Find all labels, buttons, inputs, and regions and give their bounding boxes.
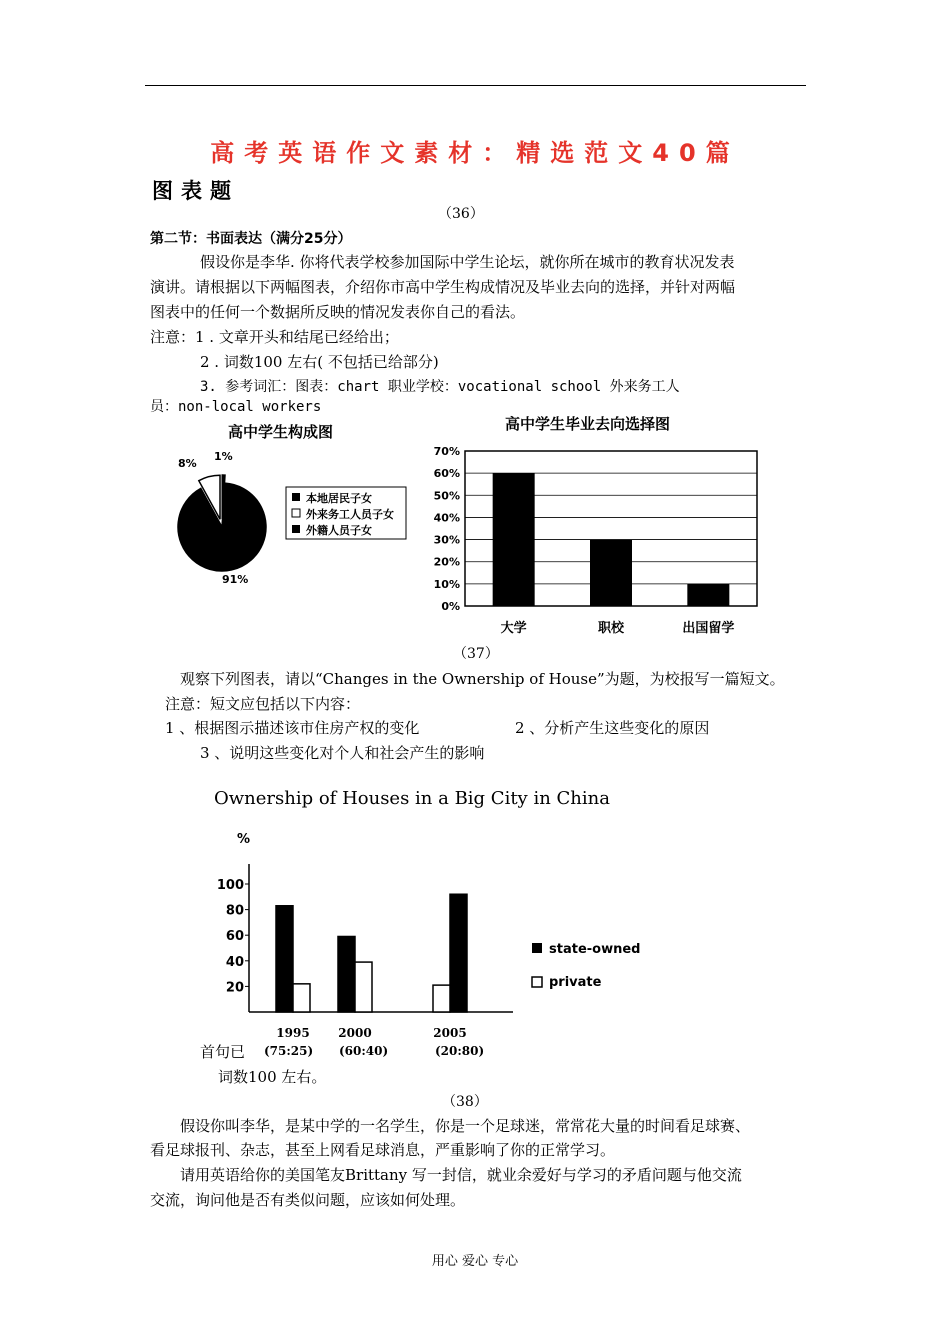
q37-item1: 1 、根据图示描述该市住房产权的变化 xyxy=(165,719,420,737)
legend-state-owned: state-owned xyxy=(549,942,641,957)
q37-para1: 观察下列图表，请以“Changes in the Ownership of House”为题，为校报写一篇短文。 xyxy=(180,670,785,688)
bar2-ylabel: % xyxy=(237,832,251,847)
bar2-bar-private xyxy=(355,962,372,1012)
q37-item3: 3 、说明这些变化对个人和社会产生的影响 xyxy=(200,744,485,762)
legend-swatch-local xyxy=(292,493,300,501)
bar2-xtick: 2005 xyxy=(433,1026,467,1040)
section-title: 图表题 xyxy=(152,179,239,203)
ratio-2005: (20:80) xyxy=(435,1044,485,1058)
bar2-bar-state-owned xyxy=(276,906,293,1012)
q36-note2: 2 . 词数100 左右( 不包括已给部分) xyxy=(200,353,439,371)
bar2-ytick: 80 xyxy=(225,903,244,919)
q38-para3: 请用英语给你的美国笔友Brittany 写一封信，就业余爱好与学习的矛盾问题与他交流 xyxy=(180,1166,742,1184)
bar-chart-graduation xyxy=(425,410,770,640)
ratio-1995: (75:25) xyxy=(264,1044,314,1058)
q38-para1: 假设你叫李华，是某中学的一名学生，你是一个足球迷，常常花大量的时间看足球赛、 xyxy=(180,1117,751,1135)
q37-item2: 2 、分析产生这些变化的原因 xyxy=(515,719,710,737)
bar1-ytick: 70% xyxy=(433,445,460,458)
q36-para3: 图表中的任何一个数据所反映的情况发表你自己的看法。 xyxy=(150,303,526,321)
bar2-bar-private xyxy=(293,984,310,1012)
bar1-bar xyxy=(590,540,632,606)
pie-label-91: 91% xyxy=(222,573,249,586)
question-number-38: （38） xyxy=(442,1094,488,1110)
bar1-xtick: 大学 xyxy=(500,621,527,636)
bar-chart-ownership xyxy=(205,780,655,1065)
bar1-title: 高中学生毕业去向选择图 xyxy=(505,415,671,433)
legend-swatch-state-owned xyxy=(532,943,542,953)
bar2-bar-private xyxy=(433,985,450,1012)
bar1-xtick: 职校 xyxy=(597,621,625,636)
bar1-ytick: 40% xyxy=(433,511,460,525)
legend-private: private xyxy=(549,975,602,990)
bar1-ytick: 30% xyxy=(433,533,460,547)
q36-note1: 注意：1 . 文章开头和结尾已经给出； xyxy=(150,328,399,346)
page-footer: 用心 爱心 专心 xyxy=(431,1254,519,1269)
header-rule xyxy=(145,85,806,86)
ratio-2000: (60:40) xyxy=(339,1044,389,1058)
bar1-ytick: 20% xyxy=(433,555,460,569)
q38-para4: 交流，询问他是否有类似问题，应该如何处理。 xyxy=(150,1191,466,1209)
bar1-ytick: 50% xyxy=(433,489,460,503)
q37-first-sentence: 首句已 xyxy=(200,1043,246,1061)
pie-chart xyxy=(160,415,420,615)
question-number-37: （37） xyxy=(453,646,499,662)
bar2-xtick: 1995 xyxy=(276,1026,310,1040)
q36-note3a: 3. 参考词汇：图表：chart 职业学校：vocational school 外来务工人 xyxy=(200,379,680,395)
bar2-bar-state-owned xyxy=(338,936,355,1012)
bar2-ytick: 60 xyxy=(225,929,244,945)
pie-label-8: 8% xyxy=(178,457,197,470)
legend-swatch-nonlocal xyxy=(292,509,300,517)
bar2-ytick: 20 xyxy=(225,980,244,996)
bar1-ytick: 10% xyxy=(433,577,460,591)
q36-heading: 第二节：书面表达（满分25分） xyxy=(150,231,352,247)
legend-nonlocal: 外来务工人员子女 xyxy=(306,508,394,521)
bar2-ytick: 40 xyxy=(225,954,244,970)
bar2-xtick: 2000 xyxy=(338,1026,372,1040)
bar1-ytick: 0% xyxy=(441,600,460,613)
pie-title: 高中学生构成图 xyxy=(228,423,334,441)
legend-swatch-foreign xyxy=(292,525,300,533)
bar2-bar-state-owned xyxy=(450,894,467,1012)
bar2-ytick: 100 xyxy=(216,878,244,893)
q37-word-count: 词数100 左右。 xyxy=(218,1068,327,1086)
question-number-36: （36） xyxy=(438,206,484,222)
bar1-bar xyxy=(687,584,729,606)
bar1-xtick: 出国留学 xyxy=(682,621,735,636)
q37-note: 注意：短文应包括以下内容： xyxy=(165,695,361,713)
q36-para2: 演讲。请根据以下两幅图表，介绍你市高中学生构成情况及毕业去向的选择，并针对两幅 xyxy=(150,278,736,296)
q36-para1: 假设你是李华. 你将代表学校参加国际中学生论坛，就你所在城市的教育状况发表 xyxy=(200,253,735,271)
bar1-ytick: 60% xyxy=(433,467,460,481)
page-title: 高考英语作文素材：精选范文40篇 xyxy=(210,139,740,167)
legend-swatch-private xyxy=(532,977,542,987)
bar2-title: Ownership of Houses in a Big City in China xyxy=(214,788,610,809)
q38-para2: 看足球报刊、杂志，甚至上网看足球消息，严重影响了你的正常学习。 xyxy=(150,1141,616,1159)
legend-local: 本地居民子女 xyxy=(306,492,372,505)
legend-foreign: 外籍人员子女 xyxy=(306,524,372,537)
q36-note3b: 员：non-local workers xyxy=(150,399,322,415)
bar1-bar xyxy=(493,473,535,606)
pie-label-1: 1% xyxy=(214,450,233,463)
